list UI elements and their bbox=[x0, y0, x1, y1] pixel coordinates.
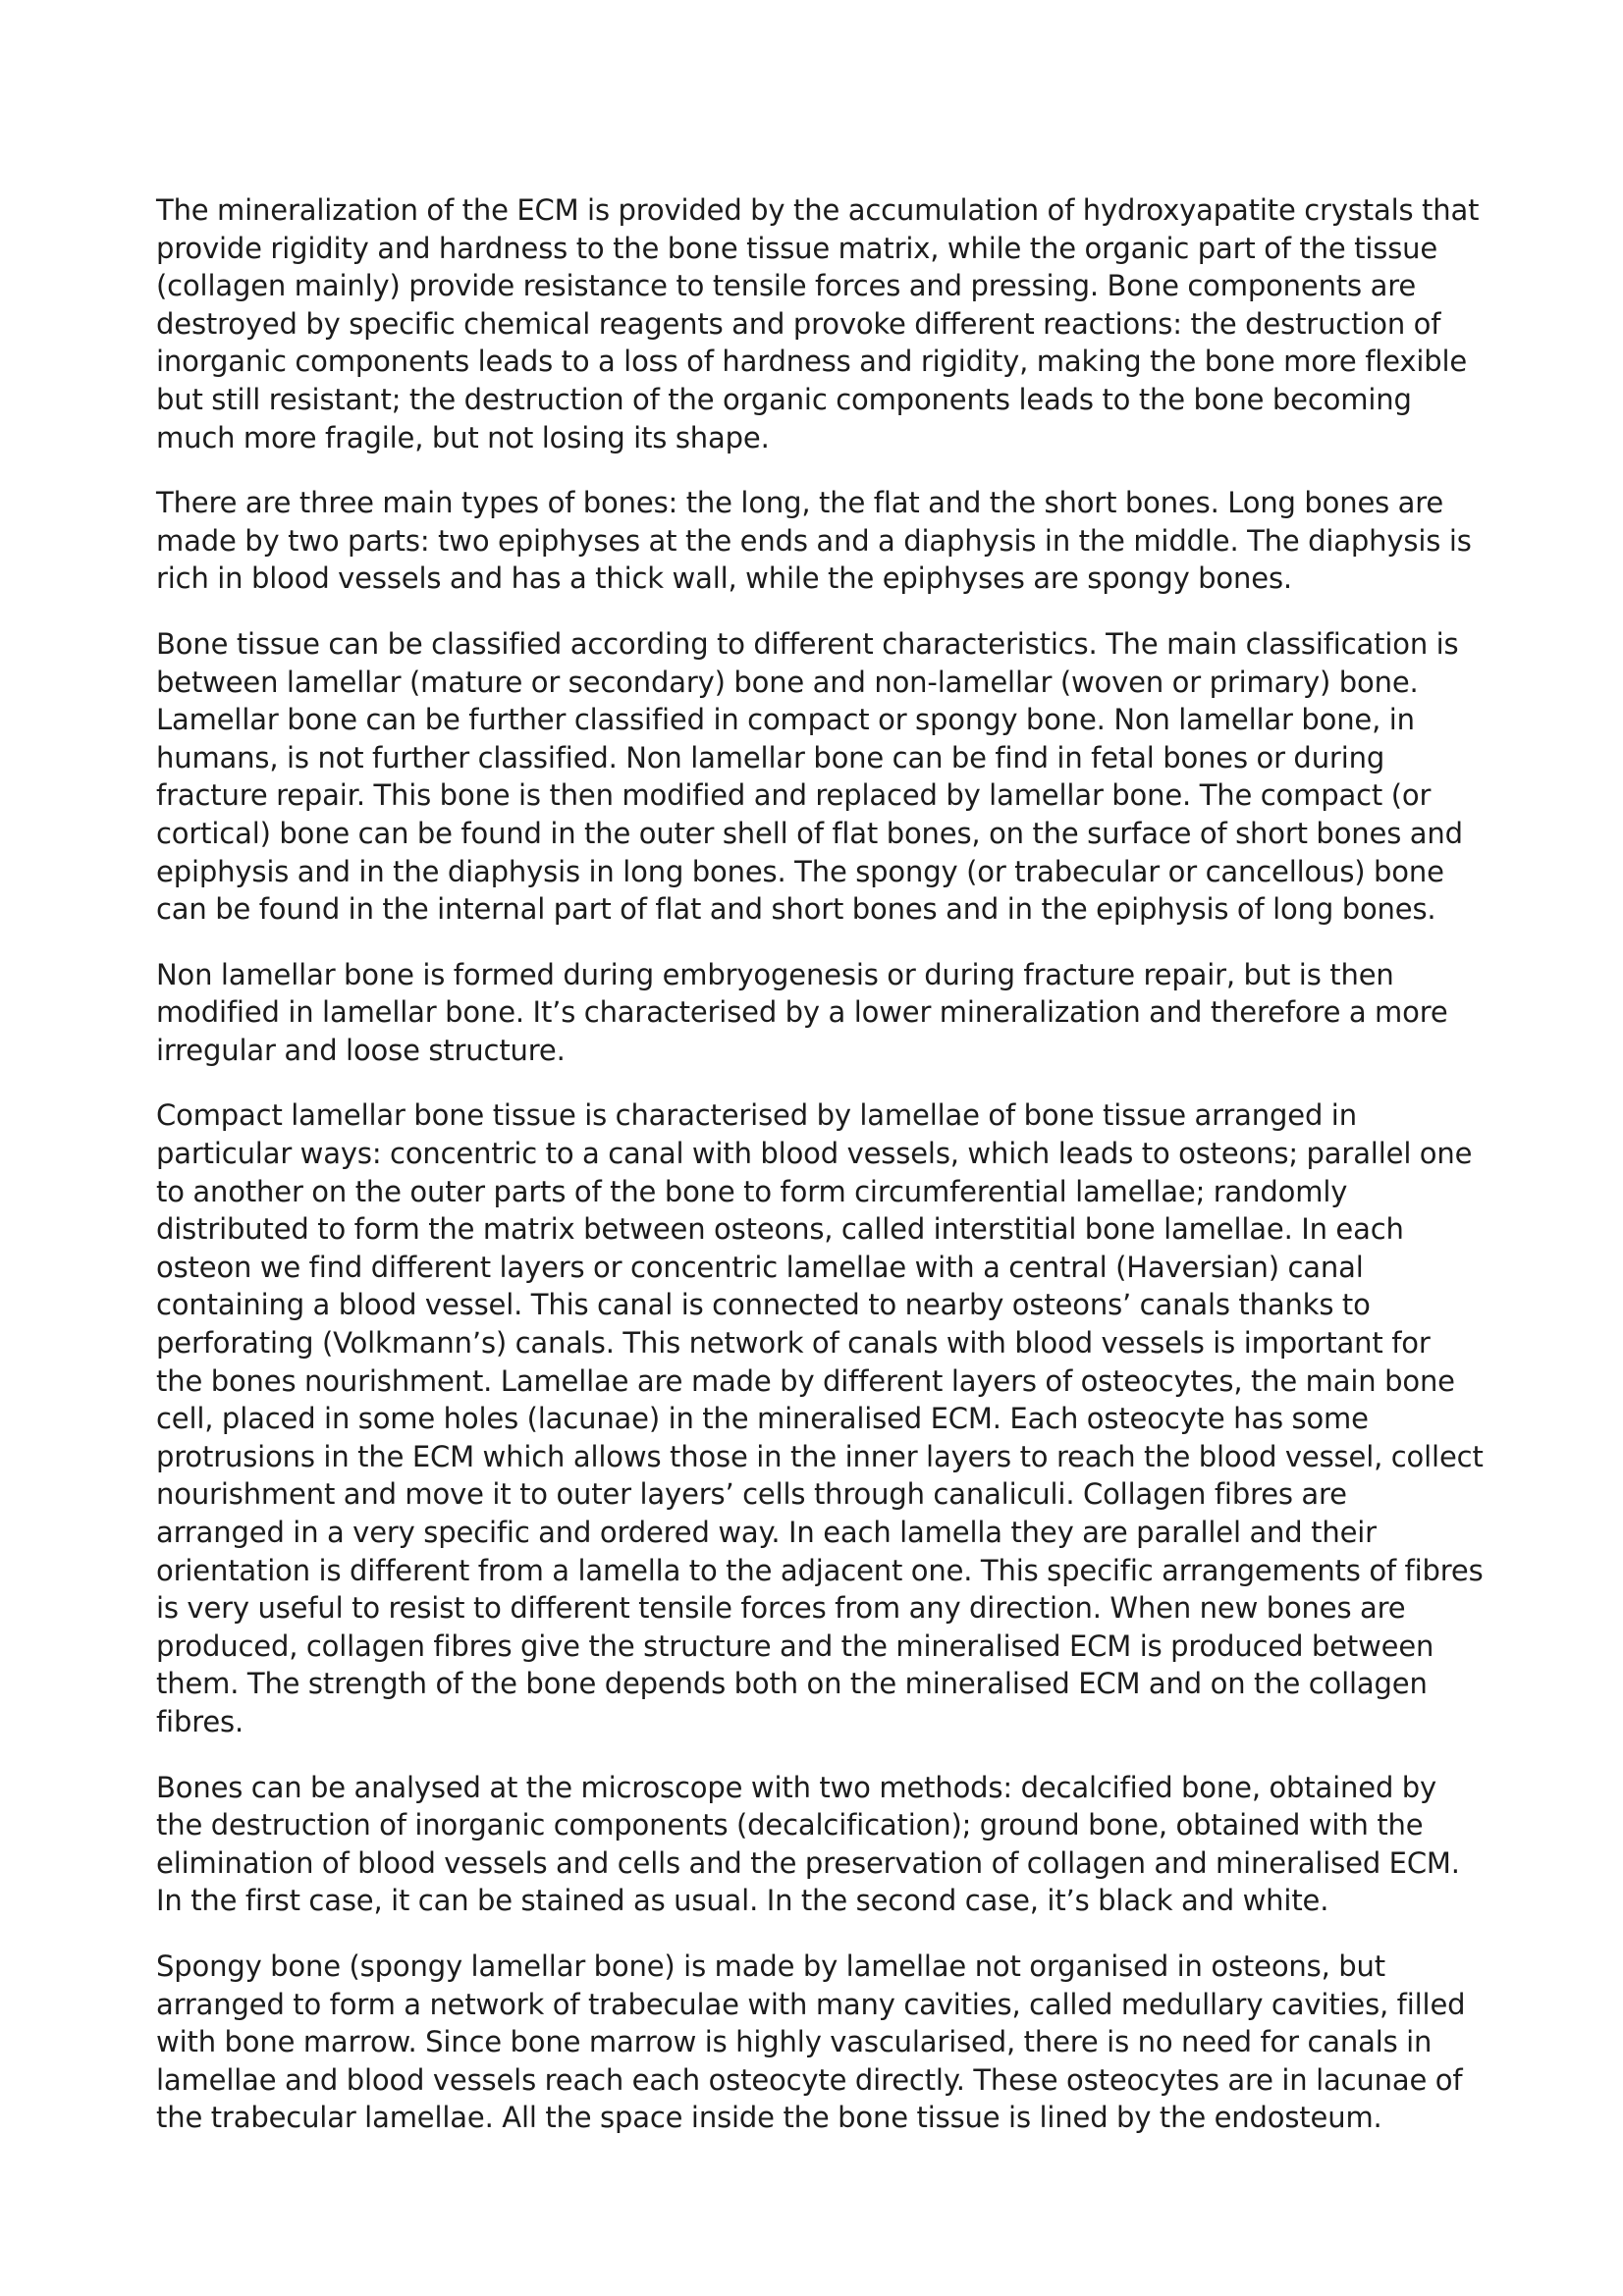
paragraph-bone-types: There are three main types of bones: the long, the flat and the short bones. Long bones are made by two parts: two epiphyses at the ends and a diaphysis in the middle. The diaphysis is rich in blood vessels and has a thick wall, while the epiphyses are spongy bones. bbox=[156, 486, 1472, 596]
paragraph-bone-classification: Bone tissue can be classified according to different characteristics. The main classification is between lamellar (mature or secondary) bone and non-lamellar (woven or primary) bone. Lamellar bone can be further classified in compact or spongy bone. Non lamellar bone, in humans, is not further classified. Non lamellar bone can be find in fetal bones or during fracture repair. This bone is then modified and replaced by lamellar bone. The compact (or cortical) bone can be found in the outer shell of flat bones, on the surface of short bones and epiphysis and in the diaphysis in long bones. The spongy (or trabecular or cancellous) bone can be found in the internal part of flat and short bones and in the epiphysis of long bones. bbox=[156, 626, 1463, 927]
paragraph-spongy-bone: Spongy bone (spongy lamellar bone) is made by lamellae not organised in osteons, but arranged to form a network of trabeculae with many cavities, called medullary cavities, filled with bone marrow. Since bone marrow is highly vascularised, there is no need for canals in lamellae and blood vessels reach each osteocyte directly. These osteocytes are in lacunae of the trabecular lamellae. All the space inside the bone tissue is lined by the endosteum. bbox=[156, 1949, 1466, 2135]
paragraph-microscope-analysis: Bones can be analysed at the microscope with two methods: decalcified bone, obtained by the destruction of inorganic components (decalcification); ground bone, obtained with the elimination of blood vessels and cells and the preservation of collagen and mineralised ECM. In the first case, it can be stained as usual. In the second case, it’s black and white. bbox=[156, 1770, 1460, 1918]
paragraph-compact-lamellar-bone: Compact lamellar bone tissue is characterised by lamellae of bone tissue arranged in particular ways: concentric to a canal with blood vessels, which leads to osteons; parallel one to another on the outer parts of the bone to form circumferential lamellae; randomly distributed to form the matrix between osteons, called interstitial bone lamellae. In each osteon we find different layers or concentric lamellae with a central (Haversian) canal containing a blood vessel. This canal is connected to nearby osteons’ canals thanks to perforating (Volkmann’s) canals. This network of canals with blood vessels is important for the bones nourishment. Lamellae are made by different layers of osteocytes, the main bone cell, placed in some holes (lacunae) in the mineralised ECM. Each osteocyte has some protrusions in the ECM which allows those in the inner layers to reach the blood vessel, collect nourishment and move it to outer layers’ cells through canaliculi. Collagen fibres are arranged in a very specific and ordered way. In each lamella they are parallel and their orientation is different from a lamella to the adjacent one. This specific arrangements of fibres is very useful to resist to different tensile forces from any direction. When new bones are produced, collagen fibres give the structure and the mineralised ECM is produced between them. The strength of the bone depends both on the mineralised ECM and on the collagen fibres. bbox=[156, 1098, 1484, 1738]
paragraph-non-lamellar-bone: Non lamellar bone is formed during embryogenesis or during fracture repair, but is then modified in lamellar bone. It’s characterised by a lower mineralization and therefore a more irregular and loose structure. bbox=[156, 957, 1448, 1067]
paragraph-ecm-mineralization: The mineralization of the ECM is provided by the accumulation of hydroxyapatite crystals that provide rigidity and hardness to the bone tissue matrix, while the organic part of the tissue (collagen mainly) provide resistance to tensile forces and pressing. Bone components are destroyed by specific chemical reagents and provoke different reactions: the destruction of inorganic components leads to a loss of hardness and rigidity, making the bone more flexible but still resistant; the destruction of the organic components leads to the bone becoming much more fragile, but not losing its shape. bbox=[156, 193, 1480, 454]
document-page bbox=[156, 191, 1484, 2164]
